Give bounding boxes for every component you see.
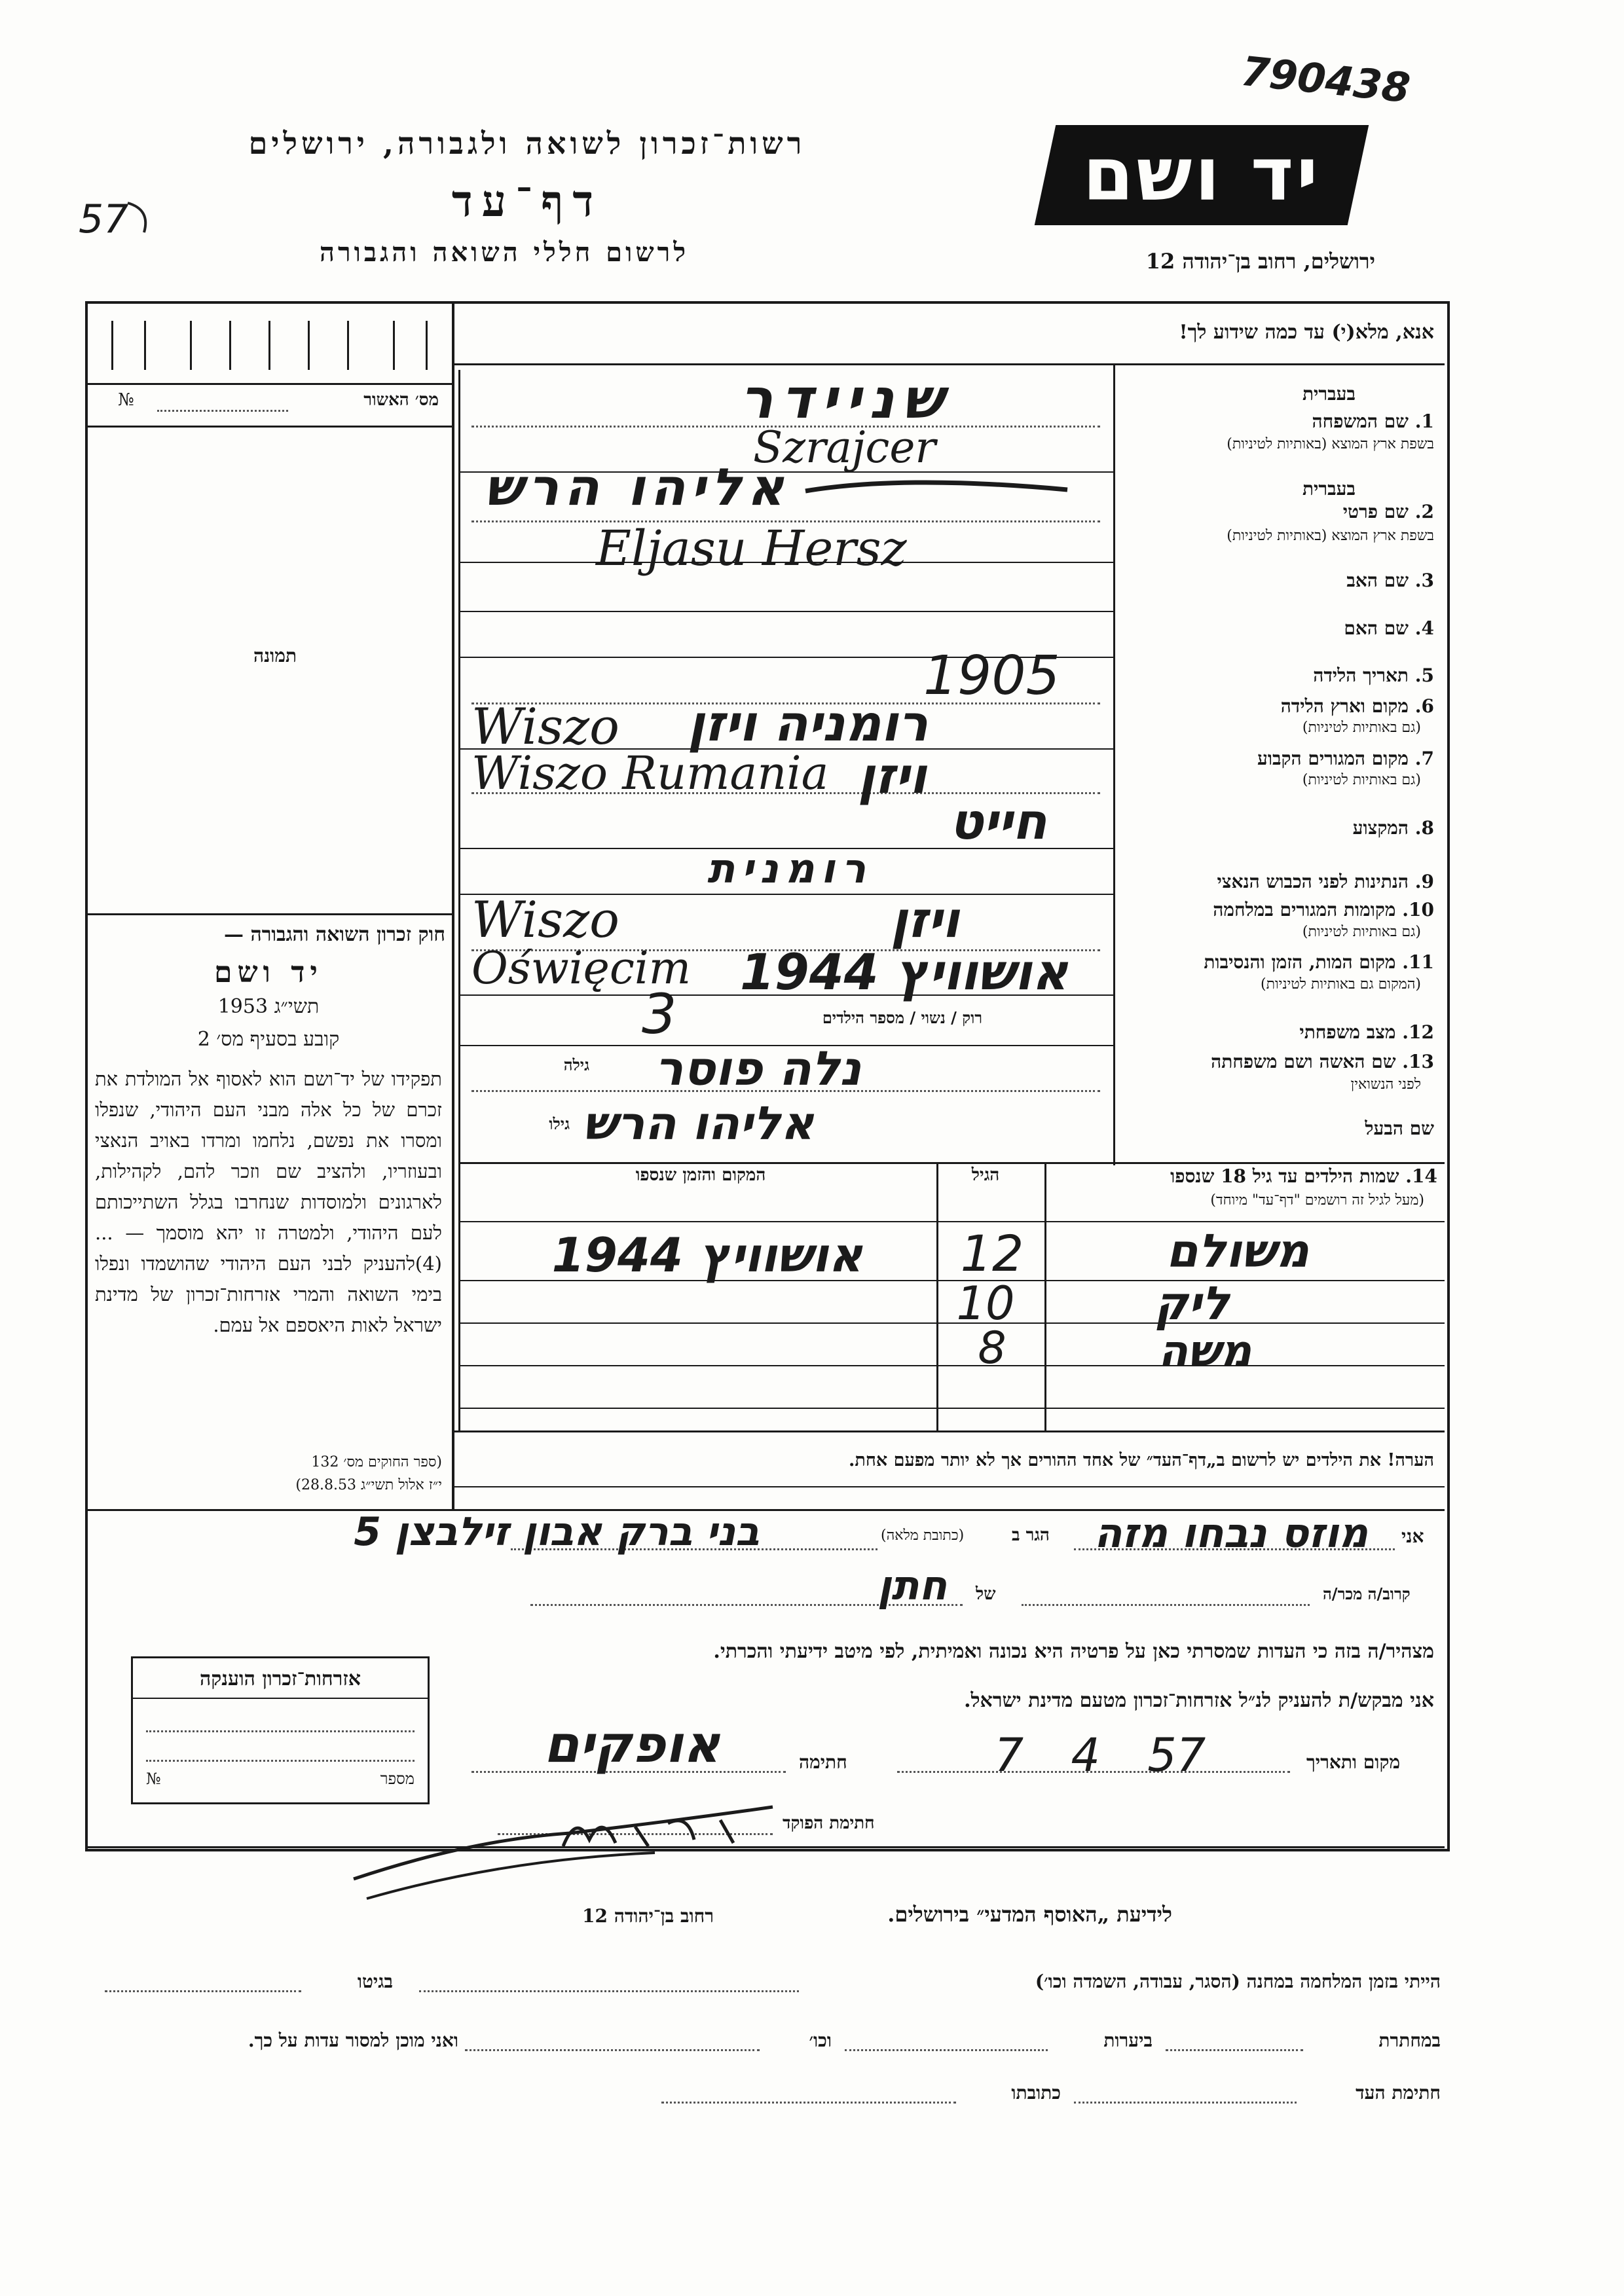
field-6-sub: (גם באותיות לטיניות): [1302, 720, 1421, 736]
age-col-header: הגיל: [971, 1165, 1000, 1185]
info-line1-ghetto: בגיטו: [357, 1971, 393, 1992]
strikeout: [805, 471, 1067, 511]
info-line3-witness-sig: חתימת העד: [1356, 2082, 1441, 2104]
page-subtitle: לרשום חללי השואה והגבורה: [319, 237, 690, 268]
full-address-label: (כתובת מלאה): [881, 1527, 965, 1544]
form-instruction: אנא, מלא(י) עד כמה שידוע לך!: [1179, 321, 1434, 344]
yad-vashem-logo: [1038, 128, 1366, 223]
field-9-label: 9. הנתינות לפני הכבוש הנאצי: [1217, 871, 1434, 892]
husband-label: שם הבעל: [1365, 1118, 1434, 1139]
field-1-label: 1. שם המשפחה: [1312, 410, 1434, 432]
field-10-sub: (גם באותיות לטיניות): [1302, 924, 1421, 940]
margin-scribble: [124, 196, 164, 236]
child-2-age: 10: [956, 1277, 1015, 1330]
field-13-label: 13. שם האשה ושם משפחתה: [1211, 1051, 1434, 1072]
info-line2-underground: במחתרת: [1378, 2030, 1441, 2051]
field-2-sub: בשפת ארץ המוצא (באותיות לטיניות): [1227, 528, 1434, 544]
hw-husband-name: אליהו הרש: [583, 1097, 815, 1150]
hw-children-count: 3: [642, 982, 677, 1046]
field-7-sub: (גם באותיות לטיניות): [1302, 772, 1421, 788]
margin-number: 57: [79, 196, 129, 242]
place-time-col-header: המקום והזמן שנספו: [635, 1165, 766, 1185]
children-title: 14. שמות הילדים עד גיל 18 שנספו: [1170, 1165, 1437, 1187]
law-section: קובע בסעיף מס׳ 2: [197, 1028, 340, 1051]
hw-date: 7 4 57: [994, 1728, 1206, 1782]
request-text: אני מבקש/ת להעניק לנ״ל אזרחות־זכרון מטעם מדינת ישראל.: [964, 1689, 1434, 1712]
info-line2-forests: ביערות: [1103, 2030, 1153, 2051]
law-source-date: י״ז אלול תשי״ג 28.8.53): [295, 1477, 442, 1493]
citizenship-number-sign: №: [146, 1770, 161, 1788]
citizenship-number-label: מספר: [380, 1770, 415, 1788]
child-3-name: משה: [1158, 1326, 1252, 1376]
officer-signature-label: חתימת הפוקד: [783, 1813, 875, 1833]
info-line2-ready: ואני מוכן למסור עדות על כך.: [248, 2030, 458, 2051]
field-3-label: 3. שם האב: [1346, 570, 1434, 591]
signature-label: חתימה: [799, 1751, 847, 1773]
field-5-label: 5. תאריך הלידה: [1313, 665, 1434, 686]
hw-residence-latin: Wiszo Rumania: [471, 746, 829, 800]
hw-surname-latin: Szrajcer: [753, 422, 936, 473]
place-date-label: מקום ותאריך: [1306, 1751, 1401, 1773]
law-title: חוק זכרון השואה והגבורה —: [224, 923, 445, 946]
hw-birth-place-he: רומניה ויזן: [688, 694, 929, 752]
field-4-label: 4. שם האם: [1344, 617, 1434, 639]
field-2-label: 2. שם פרטי: [1342, 501, 1434, 522]
witness-ani: אני: [1401, 1525, 1424, 1547]
hw-residence-he: ויזן: [858, 746, 927, 805]
of-label: של: [976, 1584, 996, 1604]
hw-death-he: אושוויץ 1944: [740, 943, 1069, 1001]
residing-label: הגר ב: [1012, 1525, 1050, 1545]
hebrew-tag-1: בעברית: [1302, 383, 1356, 405]
field-8-label: 8. המקצוע: [1352, 817, 1434, 839]
approval-number-sign: №: [118, 390, 134, 410]
hw-wife-name: נלה פוסר: [655, 1041, 862, 1096]
child-1-place: אושוויץ 1944: [551, 1228, 863, 1283]
approval-ticks: [98, 311, 445, 376]
relative-label: קרוב/ה מכר/ה: [1323, 1584, 1411, 1603]
law-source: (ספר החוקים מס׳ 132: [311, 1454, 442, 1470]
child-2-name: ליק: [1154, 1277, 1230, 1330]
field-6-label: 6. מקום וארץ הלידה: [1280, 695, 1434, 717]
info-line2-etc: וכו׳: [809, 2030, 832, 2051]
wife-age-label: גילה: [563, 1055, 589, 1074]
citizenship-box: [131, 1656, 430, 1804]
hw-witness-address: בני ברק אבון זילבצן 5: [354, 1509, 760, 1555]
field-1-sub: בשפת ארץ המוצא (באותיות לטיניות): [1227, 436, 1434, 452]
law-name: יד ושם: [214, 956, 323, 989]
citizenship-title: אזרחות־זכרון הוענקה: [199, 1667, 361, 1690]
hw-relation: חתן: [877, 1561, 948, 1609]
info-address: רחוב בן־יהודה 12: [582, 1905, 714, 1927]
field-labels: [1120, 370, 1441, 1165]
info-title: לידיעת „האוסף המדעי״ בירושלים.: [887, 1902, 1172, 1927]
husband-age-label: גילו: [549, 1114, 570, 1133]
hw-occupation: חייט: [950, 792, 1047, 850]
archive-number: 790438: [1238, 46, 1412, 113]
hw-wartime-he: ויזן: [891, 890, 959, 949]
hw-witness-name: מוזס נבחו מזה: [1094, 1509, 1369, 1557]
children-note: הערה! את הילדים יש לרשום ב„דף־העד״ של אחד ההורים אך לא יותר מפעם אחת.: [849, 1450, 1434, 1470]
info-line1-camp: הייתי בזמן המלחמה במחנה (הסגר, עבודה, השמדה וכו׳): [1035, 1971, 1441, 1992]
field-11-label: 11. מקום המות, הזמן והנסיבות: [1204, 951, 1434, 973]
hw-birth-place-latin: Wiszo: [471, 697, 619, 756]
law-year: תשי״ג 1953: [217, 995, 320, 1018]
page-title: דף־עד: [451, 175, 603, 227]
child-1-name: משולם: [1166, 1224, 1310, 1278]
hw-given-latin: Eljasu Hersz: [596, 520, 907, 577]
authority-name: רשות־זכרון לשואה ולגבורה, ירושלים: [248, 126, 806, 161]
hw-surname-he: שניידר: [740, 367, 951, 431]
logo-text: יד ושם: [1082, 132, 1321, 217]
hw-wartime-latin: Wiszo: [471, 890, 619, 949]
children-subtitle: (מעל לגיל זה רושמים "דף־עד" מיוחד): [1210, 1192, 1424, 1209]
hw-place: אופקים: [544, 1715, 720, 1774]
law-body: תפקידו של יד־ושם הוא לאסוף אל המולדת את זכרם של כל אלה מבני העם היהודי, שנפלו ומסרו את נפשם, נלחמו ומרדו באויב הנאצי ובעוזריו, ולהציב שם וזכר להם, לקהילות, לארגונים ולמוסדות שנחרבו בגלל השתייכותם לעם היהודי, ולמטרה זו יהא מוסמך — ...(4)להעניק לבני העם היהודי שהושמדו ונפלו בימי השואה והמרי אזרחות־זכרון של מדינת ישראל לאות היאספם אל עמם.: [95, 1068, 442, 1336]
child-3-age: 8: [978, 1322, 1006, 1374]
header-address: ירושלים, רחוב בן־יהודה 12: [1145, 249, 1375, 274]
hw-birth-year: 1905: [923, 645, 1060, 707]
field-7-label: 7. מקום המגורים הקבוע: [1257, 748, 1434, 769]
hw-death-latin: Oświęcim: [471, 943, 692, 994]
approval-label: מס׳ האשור: [363, 390, 439, 410]
field-13-sub: לפני הנשואין: [1350, 1076, 1421, 1093]
declaration-text: מצהיר/ה בזה כי העדות שמסרתי כאן על פרטיה היא נכונה ואמיתית, לפי מיטב ידיעתי והכרתי.: [713, 1640, 1434, 1663]
child-1-age: 12: [960, 1224, 1024, 1283]
hebrew-tag-2: בעברית: [1302, 478, 1356, 500]
field-10-label: 10. מקומות המגורים במלחמה: [1213, 899, 1434, 920]
hw-nationality: רומנית: [707, 845, 873, 892]
photo-label: תמונה: [253, 645, 297, 666]
hw-given-he: אליהו הרש: [485, 458, 790, 517]
info-line3-address: כתובתו: [1011, 2082, 1061, 2104]
marital-options: רוק / נשוי / מספר הילדים: [822, 1008, 982, 1027]
field-11-sub: (המקום גם באותיות לטיניות): [1261, 976, 1421, 993]
field-12-label: 12. מצב משפחתי: [1299, 1021, 1434, 1043]
